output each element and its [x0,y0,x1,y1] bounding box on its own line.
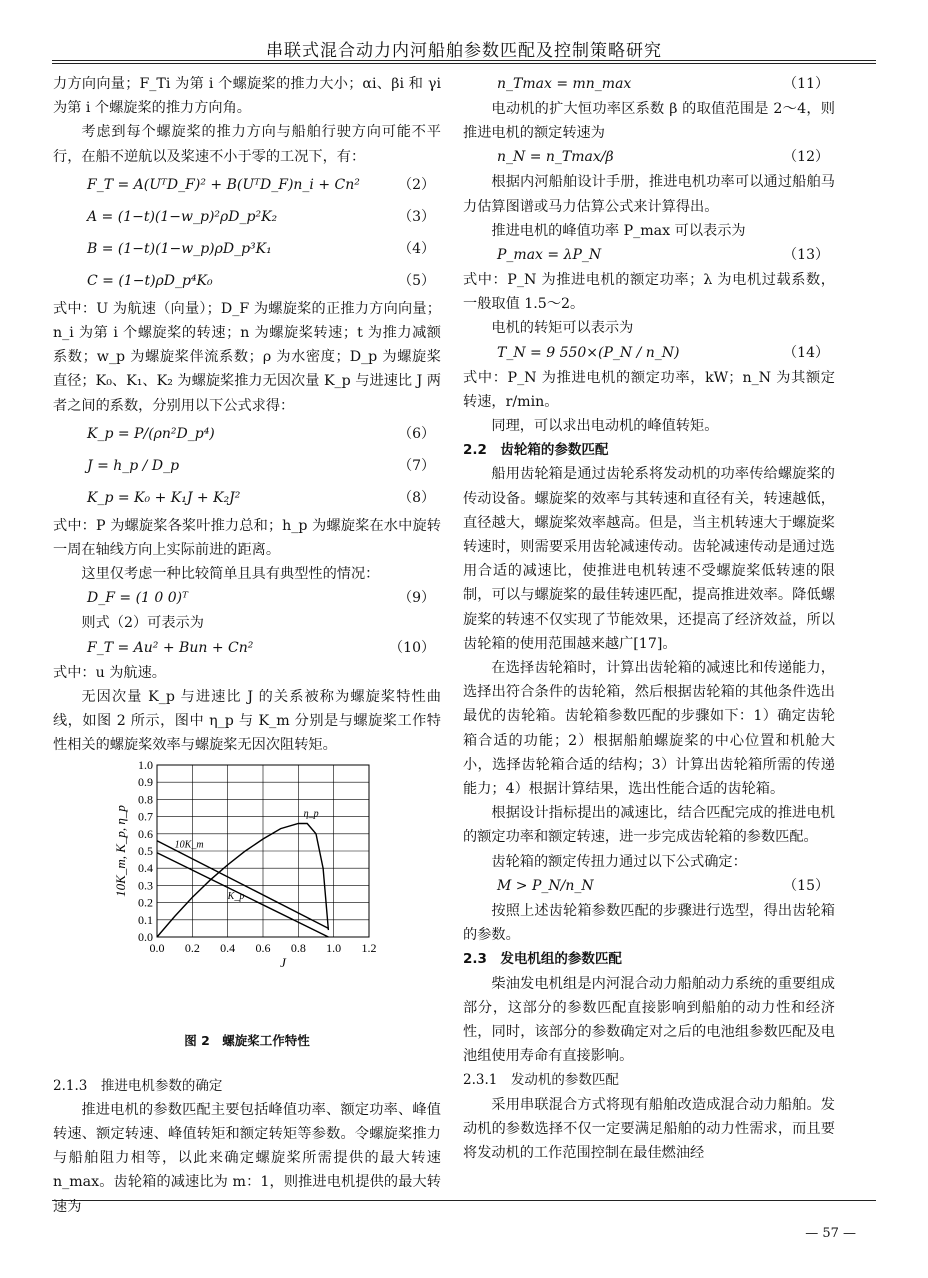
paragraph: 同理，可以求出电动机的峰值转矩。 [491,418,719,435]
footer-rule [52,1200,876,1201]
paragraph: 采用串联混合方式将现有船舶改造成混合动力船舶。发动机的参数选择不仅一定要满足船舶的动力性需求，而且要将发动机的工作范围控制在最佳燃油经 [463,1096,835,1161]
x-tick-label: 0.6 [255,941,271,956]
section-heading-2-1-3: 2.1.3 推进电机参数的确定 [53,1077,223,1094]
paragraph: 柴油发电机组是内河混合动力船舶动力系统的重要组成部分，这部分的参数匹配直接影响到船舶的动力性和经济性，同时，该部分的参数确定对之后的电池组参数匹配及电池组使用寿命有直接影响。 [463,975,835,1065]
paragraph: 式中：U 为航速（向量）；D_F 为螺旋桨的正推力方向向量；n_i 为第 i 个螺旋桨的转速；n 为螺旋桨转速；t 为推力减额系数；w_p 为螺旋桨伴流系数；ρ 为水密度；D_p 为螺旋桨直径；K₀、K₁、K₂ 为螺旋桨推力无因次量 K_p 与进速比 J 两者之间的系数，分别用以下公式求得： [53,300,441,414]
page-header: 串联式混合动力内河船舶参数匹配及控制策略研究 [266,41,662,61]
paragraph: 电动机的扩大恒功率区系数 β 的取值范围是 2～4，则推进电机的额定转速为 [463,101,835,142]
y-tick-label: 0.5 [138,844,153,859]
equation-10: F_T = Au² + Bun + Cn² （10） [87,639,435,656]
paragraph: 式中：P 为螺旋桨各桨叶推力总和；h_p 为螺旋桨在水中旋转一周在轴线方向上实际前进的距离。 [53,517,441,559]
paragraph: 则式（2）可表示为 [81,615,204,632]
y-tick-label: 0.1 [138,913,153,928]
right-column [463,72,835,1165]
paragraph: 式中：P_N 为推进电机的额定功率；λ 为电机过载系数，一般取值 1.5～2。 [463,272,835,313]
y-tick-label: 0.7 [138,810,153,825]
paragraph: 在选择齿轮箱时，计算出齿轮箱的减速比和传递能力，选择出符合条件的齿轮箱，然后根据齿轮箱的其他条件选出最优的齿轮箱。齿轮箱参数匹配的步骤如下：1）确定齿轮箱合适的功能；2）根据船舶螺旋桨的中心位置和机舱大小，选择齿轮箱合适的结构；3）计算出齿轮箱所需的传递能力；4）根据计算结果，选出性能合适的齿轮箱。 [463,660,835,798]
paragraph: 齿轮箱的额定传扭力通过以下公式确定： [491,853,747,870]
y-tick-label: 0.9 [138,775,153,790]
paragraph: 推进电机的参数匹配主要包括峰值功率、额定功率、峰值转速、额定转速、峰值转矩和额定转矩等参数。令螺旋桨推力与船舶阻力相等，以此来确定螺旋桨所需提供的最大转速 n_max。齿轮箱的减速比为 m：1，则推进电机提供的最大转速为 [53,1101,441,1215]
paragraph: 考虑到每个螺旋桨的推力方向与船舶行驶方向可能不平行，在船不逆航以及桨速不小于零的工况下，有： [53,124,441,165]
y-axis-label: 10K_m, K_p, η_p [113,805,128,898]
y-tick-label: 0.6 [138,827,153,842]
equation-11: n_Tmax = mn_max （11） [497,76,829,92]
paragraph: 电机的转矩可以表示为 [491,320,634,337]
y-tick-label: 1.0 [138,758,153,773]
section-heading-2-3: 2.3 发电机组的参数匹配 [463,951,622,968]
paragraph: 船用齿轮箱是通过齿轮系将发动机的功率传给螺旋桨的传动设备。螺旋桨的效率与其转速和直径有关，转速越低，直径越大，螺旋桨效率越高。但是，当主机转速大于螺旋桨转速时，则需要采用齿轮减速传动。齿轮减速传动是通过选用合适的减速比，使推进电机转速不受螺旋桨低转速的限制，可以与螺旋桨的最佳转速匹配，提高推进效率。降低螺旋桨的转速不仅实现了节能效果，还提高了经济效益，所以齿轮箱的使用范围越来越广[17]。 [463,466,835,652]
equation-9: D_F = (1 0 0)ᵀ （9） [87,590,435,607]
equation-3: A = (1−t)(1−w_p)²ρD_p²K₂ （3） [87,208,435,225]
equation-7: J = h_p / D_p （7） [87,457,435,474]
paragraph: 式中：P_N 为推进电机的额定功率，kW；n_N 为其额定转速，r/min。 [463,369,835,410]
equation-8: K_p = K₀ + K₁J + K₂J² （8） [87,489,435,506]
equation-5: C = (1−t)ρD_p⁴K₀ （5） [87,272,435,289]
paragraph: 按照上述齿轮箱参数匹配的步骤进行选型，得出齿轮箱的参数。 [463,902,835,944]
series-label: η_p [303,809,319,821]
paragraph: 根据内河船舶设计手册，推进电机功率可以通过船舶马力估算图谱或马力估算公式来计算得出。 [463,174,835,215]
x-tick-label: 1.2 [361,941,377,956]
y-tick-label: 0.3 [138,878,153,893]
y-tick-label: 0.2 [138,896,153,911]
section-heading-2-2: 2.2 齿轮箱的参数匹配 [463,442,609,459]
x-tick-label: 1.0 [326,941,342,956]
equation-4: B = (1−t)(1−w_p)ρD_p³K₁ （4） [87,240,435,257]
page-number: — 57 — [805,1226,856,1241]
paragraph: 根据设计指标提出的减速比，结合匹配完成的推进电机的额定功率和额定转速，进一步完成齿轮箱的参数匹配。 [463,805,835,846]
x-axis-label: J [280,955,286,971]
header-rule-2 [52,63,876,64]
propeller-characteristic-chart [53,757,441,1029]
paragraph: 这里仅考虑一种比较简单且具有典型性的情况： [81,566,380,583]
figure-caption: 图 2 螺旋桨工作特性 [184,1033,310,1049]
equation-15: M > P_N/n_N （15） [497,877,829,894]
series-label: K_p [227,891,245,903]
paragraph: 式中：u 为航速。 [53,664,166,681]
paragraph: 无因次量 K_p 与进速比 J 的关系被称为螺旋桨特性曲线，如图 2 所示，图中 η_p 与 K_m 分别是与螺旋桨工作特性相关的螺旋桨效率与螺旋桨无因次阻转矩。 [53,688,441,754]
section-heading-2-3-1: 2.3.1 发动机的参数匹配 [463,1072,619,1089]
header-rule [52,60,876,61]
equation-6: K_p = P/(ρn²D_p⁴) （6） [87,425,435,442]
left-column [53,72,441,1219]
y-tick-label: 0.8 [138,792,153,807]
paragraph: 推进电机的峰值功率 P_max 可以表示为 [491,222,746,239]
y-tick-label: 0.0 [138,930,153,945]
x-tick-label: 0.4 [220,941,236,956]
equation-2: F_T = A(UᵀD_F)² + B(UᵀD_F)n_i + Cn² （2） [87,176,435,193]
equation-12: n_N = n_Tmax/β （12） [497,149,829,166]
y-tick-label: 0.4 [138,861,153,876]
x-tick-label: 0.2 [184,941,200,956]
series-label: 10K_m [174,840,204,852]
x-tick-label: 0.0 [149,941,165,956]
equation-14: T_N = 9 550×(P_N / n_N) （14） [497,344,829,361]
equation-13: P_max = λP_N （13） [497,247,829,264]
x-tick-label: 0.8 [290,941,306,956]
figure-2 [53,757,441,1029]
paragraph: 力方向向量；F_Ti 为第 i 个螺旋桨的推力大小；αi、βi 和 γi 为第 i 个螺旋桨的推力方向角。 [53,76,441,117]
